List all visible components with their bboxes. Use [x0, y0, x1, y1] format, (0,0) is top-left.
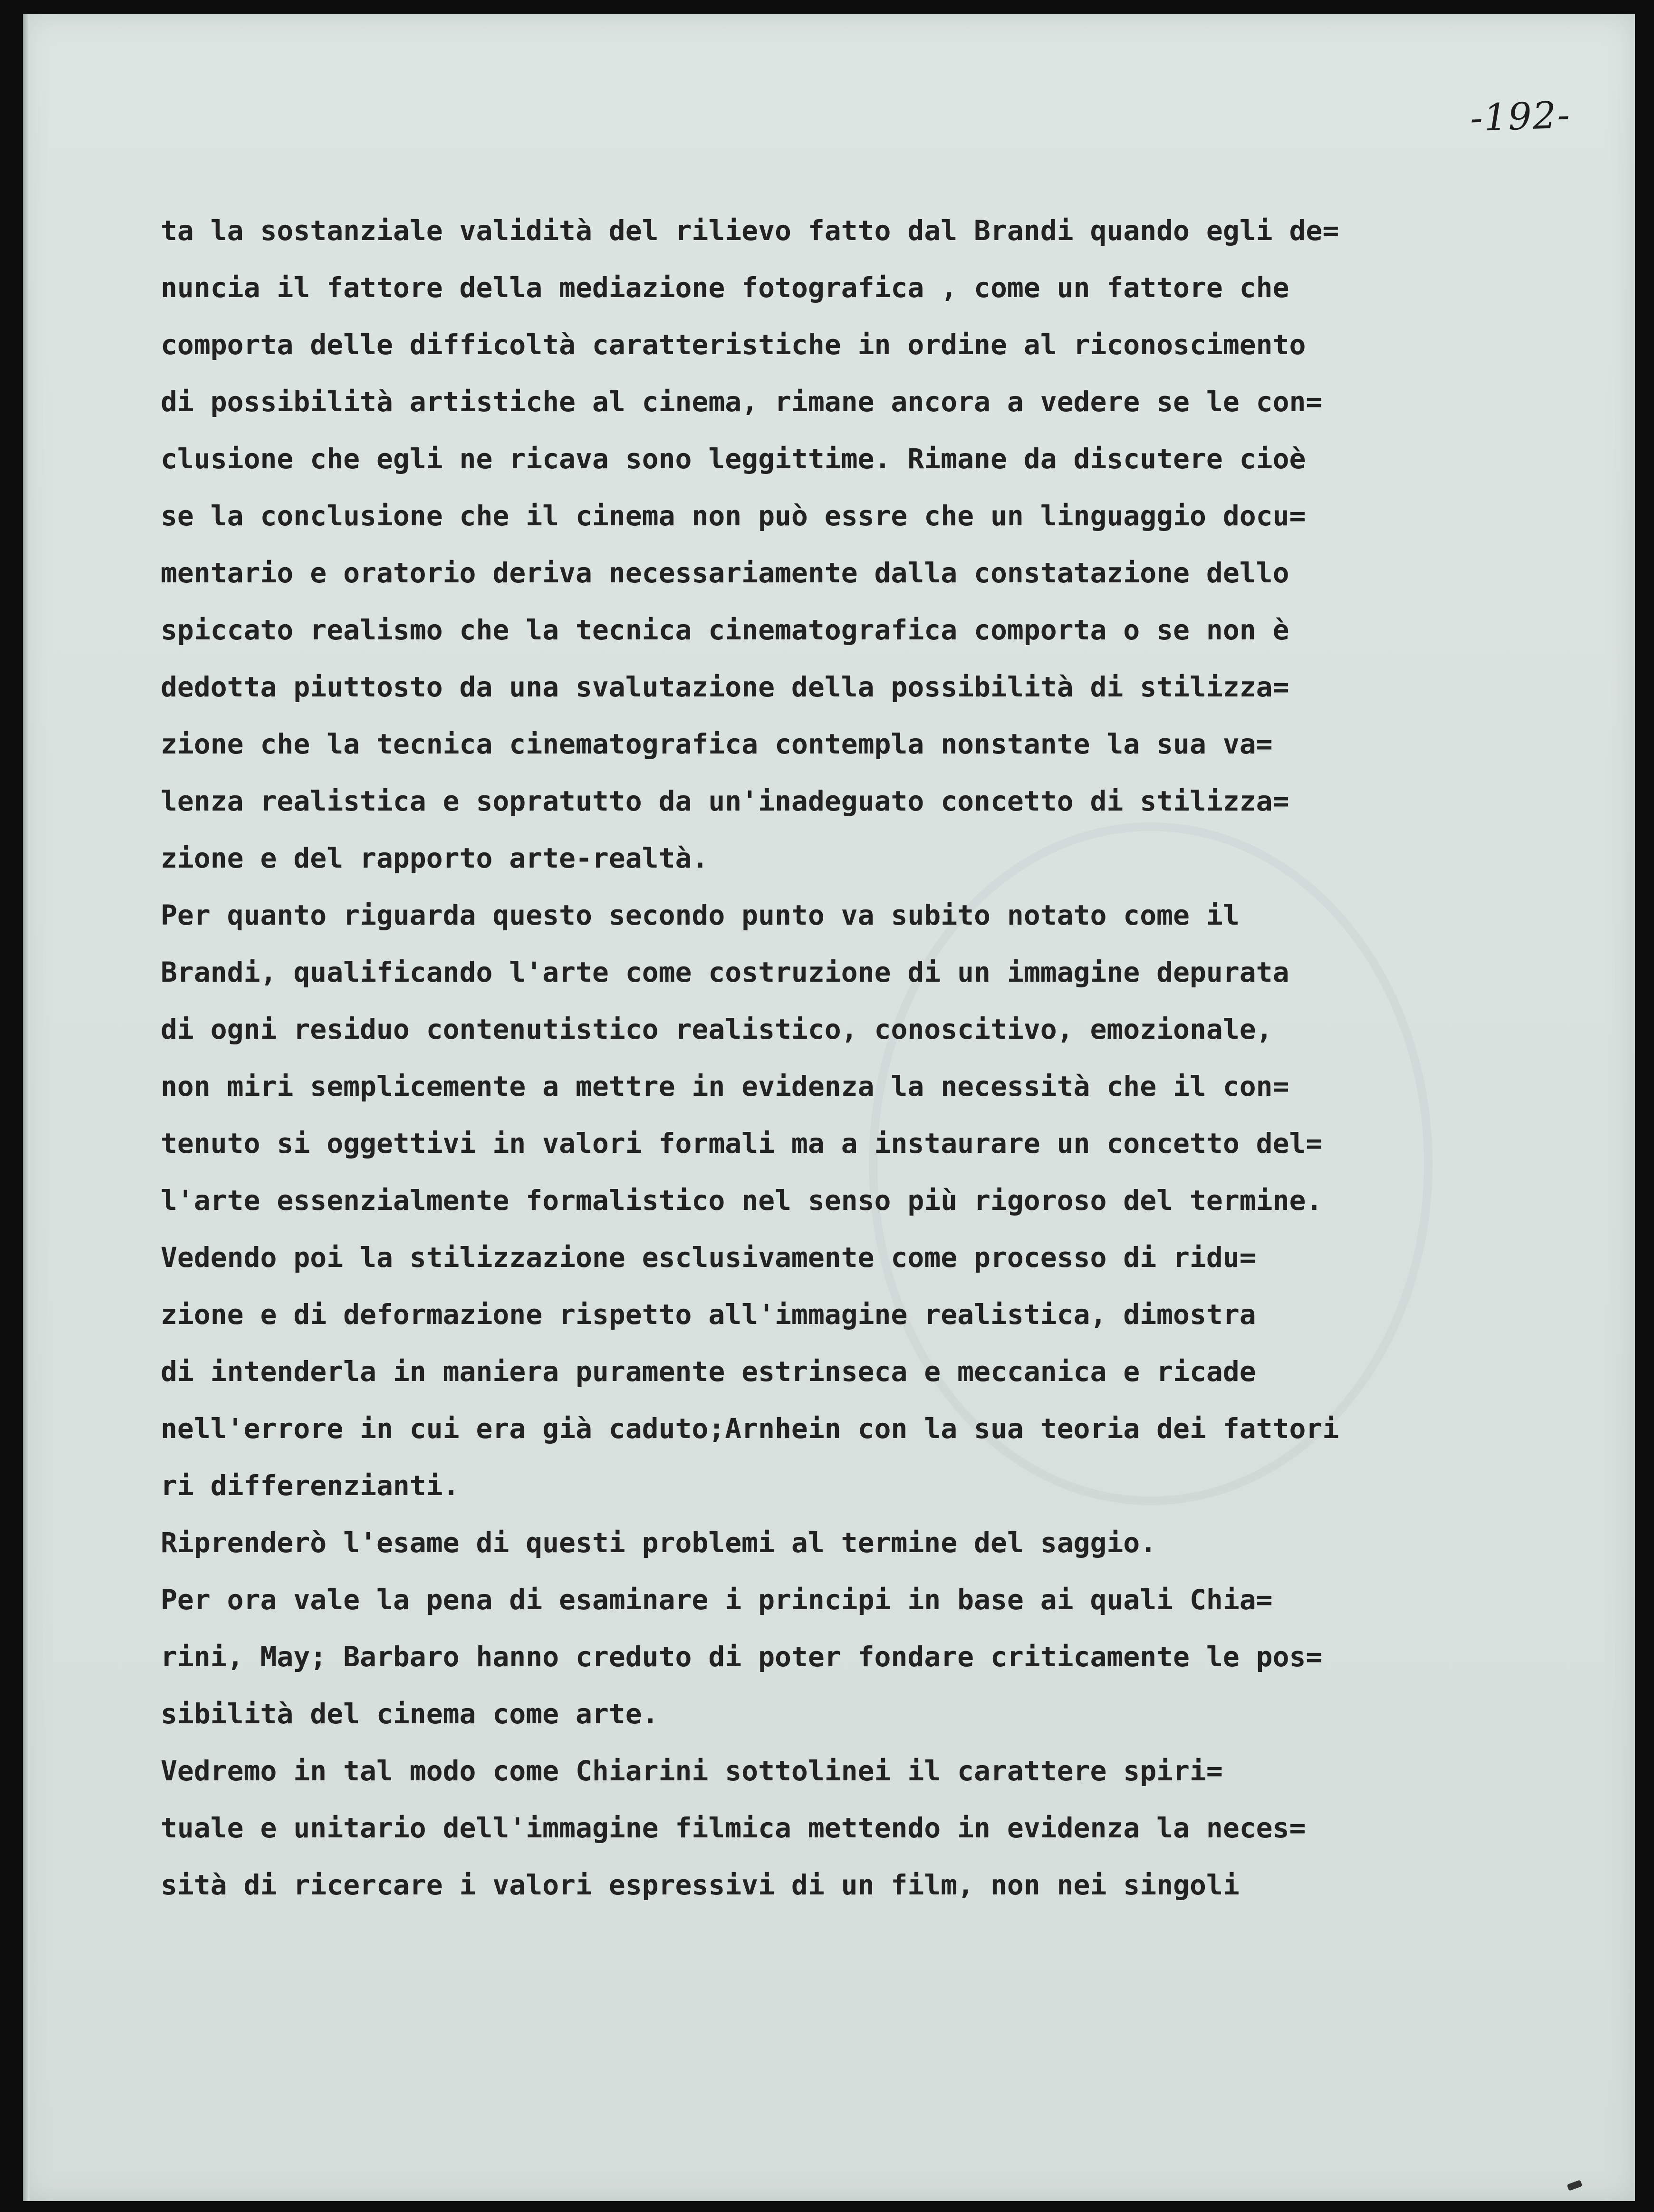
text-line: sità di ricercare i valori espressivi di un film, non nei singoli: [161, 1869, 1240, 1901]
typed-page: [23, 14, 1635, 2201]
text-line: se la conclusione che il cinema non può essre che un linguaggio docu=: [161, 500, 1306, 532]
body-text: [161, 202, 1525, 1913]
text-line: di intenderla in maniera puramente estrinseca e meccanica e ricade: [161, 1355, 1256, 1388]
text-line: sibilità del cinema come arte.: [161, 1698, 659, 1730]
text-line: Vedremo in tal modo come Chiarini sottolinei il carattere spiri=: [161, 1755, 1223, 1787]
text-line: l'arte essenzialmente formalistico nel senso più rigoroso del termine.: [161, 1184, 1323, 1217]
text-line: Brandi, qualificando l'arte come costruzione di un immagine depurata: [161, 956, 1289, 988]
text-line: di possibilità artistiche al cinema, rimane ancora a vedere se le con=: [161, 386, 1323, 418]
text-line: comporta delle difficoltà caratteristiche in ordine al riconoscimento: [161, 328, 1306, 361]
text-line: rini, May; Barbaro hanno creduto di poter fondare criticamente le pos=: [161, 1641, 1323, 1673]
text-line: nuncia il fattore della mediazione fotografica , come un fattore che: [161, 271, 1289, 304]
text-line: Vedendo poi la stilizzazione esclusivamente come processo di ridu=: [161, 1241, 1256, 1274]
text-line: dedotta piuttosto da una svalutazione della possibilità di stilizza=: [161, 671, 1289, 703]
text-line: di ogni residuo contenutistico realistico, conoscitivo, emozionale,: [161, 1013, 1273, 1045]
text-line: zione che la tecnica cinematografica contempla nonstante la sua va=: [161, 728, 1273, 760]
text-line: clusione che egli ne ricava sono leggittime. Rimane da discutere cioè: [161, 443, 1306, 475]
text-line: lenza realistica e sopratutto da un'inadeguato concetto di stilizza=: [161, 785, 1289, 817]
text-line: Per quanto riguarda questo secondo punto va subito notato come il: [161, 899, 1240, 931]
text-line: nell'errore in cui era già caduto;Arnhein con la sua teoria dei fattori: [161, 1412, 1339, 1445]
text-line: zione e del rapporto arte-realtà.: [161, 842, 709, 874]
text-line: Riprenderò l'esame di questi problemi al termine del saggio.: [161, 1526, 1157, 1559]
text-line: non miri semplicemente a mettre in evidenza la necessità che il con=: [161, 1070, 1289, 1102]
ink-mark: [1567, 2180, 1583, 2191]
text-line: zione e di deformazione rispetto all'immagine realistica, dimostra: [161, 1298, 1256, 1331]
text-line: Per ora vale la pena di esaminare i principi in base ai quali Chia=: [161, 1584, 1273, 1616]
text-line: mentario e oratorio deriva necessariamente dalla constatazione dello: [161, 557, 1289, 589]
text-line: tenuto si oggettivi in valori formali ma a instaurare un concetto del=: [161, 1127, 1323, 1159]
text-line: ri differenzianti.: [161, 1469, 460, 1502]
text-line: spiccato realismo che la tecnica cinematografica comporta o se non è: [161, 614, 1289, 646]
binding-edge: [23, 14, 29, 2201]
text-line: ta la sostanziale validità del rilievo fatto dal Brandi quando egli de=: [161, 214, 1339, 247]
text-line: tuale e unitario dell'immagine filmica mettendo in evidenza la neces=: [161, 1812, 1306, 1844]
page-number: -192-: [1469, 94, 1572, 140]
